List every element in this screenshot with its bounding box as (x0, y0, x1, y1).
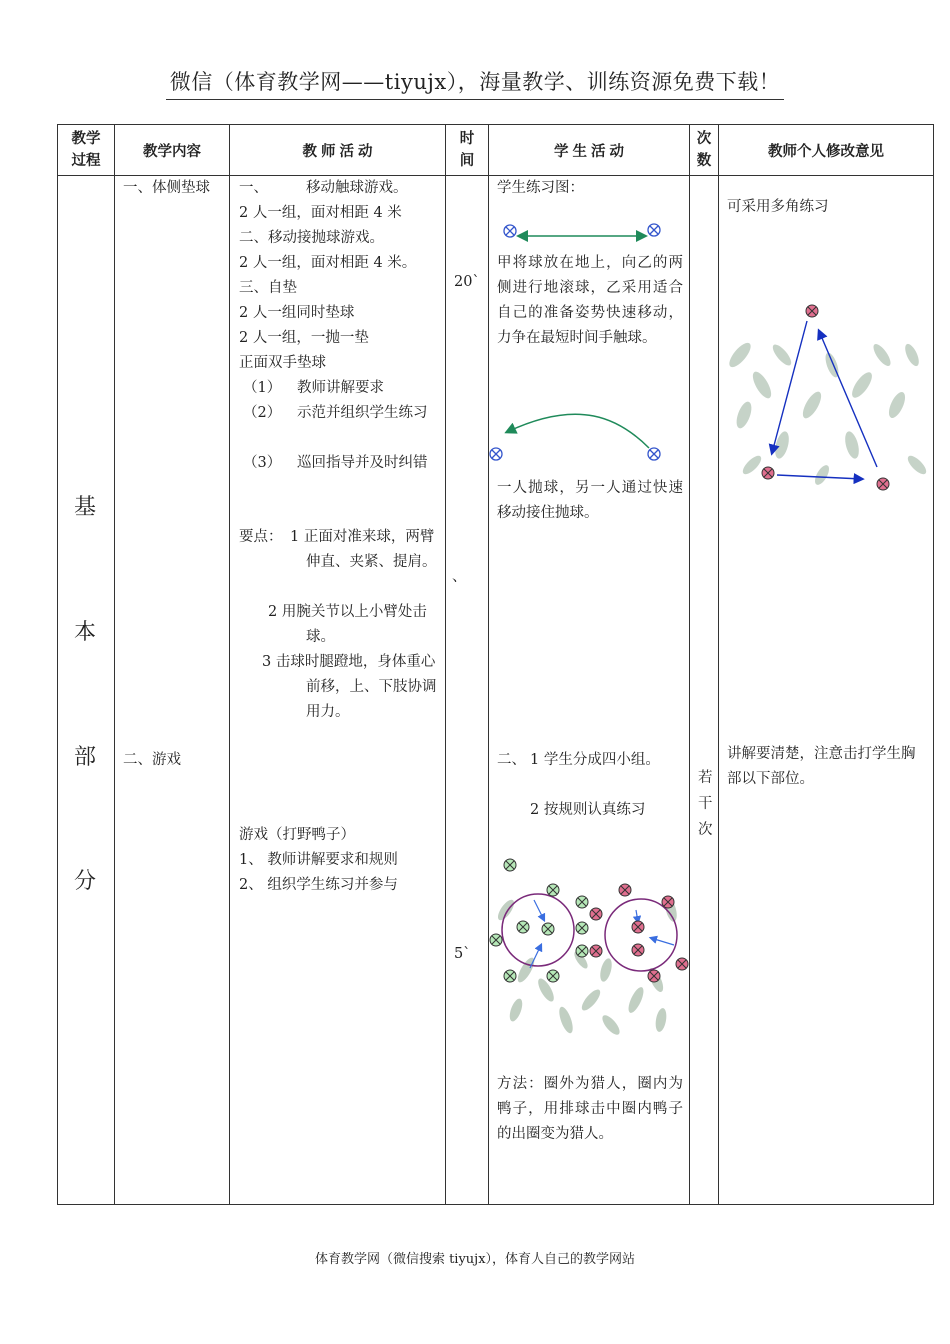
player-marker (648, 448, 660, 460)
player-marker (504, 225, 516, 237)
header-opinion: 教师个人修改意见 (768, 144, 884, 160)
content-item-1: 一、体侧垫球 (123, 180, 210, 196)
student-method: 方法：圈外为猎人，圈内为鸭子，用排球击中圈内鸭子的出圈变为猎人。 (497, 1076, 683, 1142)
section-char-4: 分 (74, 869, 97, 894)
player-marker (490, 448, 502, 460)
header-count: 次 数 (696, 131, 712, 169)
count-char-3: 次 (698, 822, 713, 838)
duck-circle-right (605, 899, 677, 971)
student-game-a: 二、 (497, 752, 526, 768)
header-title: 微信（体育教学网——tiyujx），海量教学、训练资源免费下载！ (166, 66, 784, 100)
drill-player-markers (762, 305, 889, 490)
duck-game-diagram (486, 850, 691, 1035)
section-char-3: 部 (74, 745, 97, 770)
count-char-1: 若 (698, 770, 713, 786)
player-marker (648, 224, 660, 236)
page-header (0, 66, 950, 100)
student-desc-2: 一人抛球，另一人通过快速移动接住抛球。 (497, 480, 683, 521)
time-1: 20` (454, 274, 480, 290)
student-game-c: 2 按规则认真练习 (530, 802, 646, 818)
page-footer: 体育教学网（微信搜索 tiyujx），体育人自己的教学网站 (314, 1252, 636, 1267)
triangle-drill-diagram (722, 295, 932, 495)
time-mark: 、 (452, 569, 467, 585)
student-game-b: 1 学生分成四小组。 (530, 752, 660, 768)
toss-ball-diagram (489, 400, 689, 465)
content-item-2: 二、游戏 (123, 752, 181, 768)
time-2: 5` (454, 946, 471, 962)
student-diagram-title: 学生练习图： (497, 180, 584, 196)
opinion-1: 可采用多角练习 (727, 199, 829, 215)
header-student: 学 生 活 动 (553, 144, 625, 160)
header-time: 时 间 (459, 131, 475, 169)
student-desc-1: 甲将球放在地上，向乙的两侧进行地滚球，乙采用适合自己的准备姿势快速移动，力争在最短时间手触球。 (497, 255, 683, 346)
header-teacher: 教 师 活 动 (302, 144, 373, 160)
header-content: 教学内容 (143, 144, 201, 160)
section-char-1: 基 (74, 495, 97, 520)
header-process: 教学 过程 (71, 131, 101, 169)
rolling-ball-diagram (489, 205, 689, 255)
count-char-2: 干 (698, 796, 713, 812)
opinion-2: 讲解要清楚，注意击打学生胸部以下部位。 (727, 746, 916, 787)
duck-circle-left (502, 894, 574, 966)
section-char-2: 本 (74, 620, 97, 645)
